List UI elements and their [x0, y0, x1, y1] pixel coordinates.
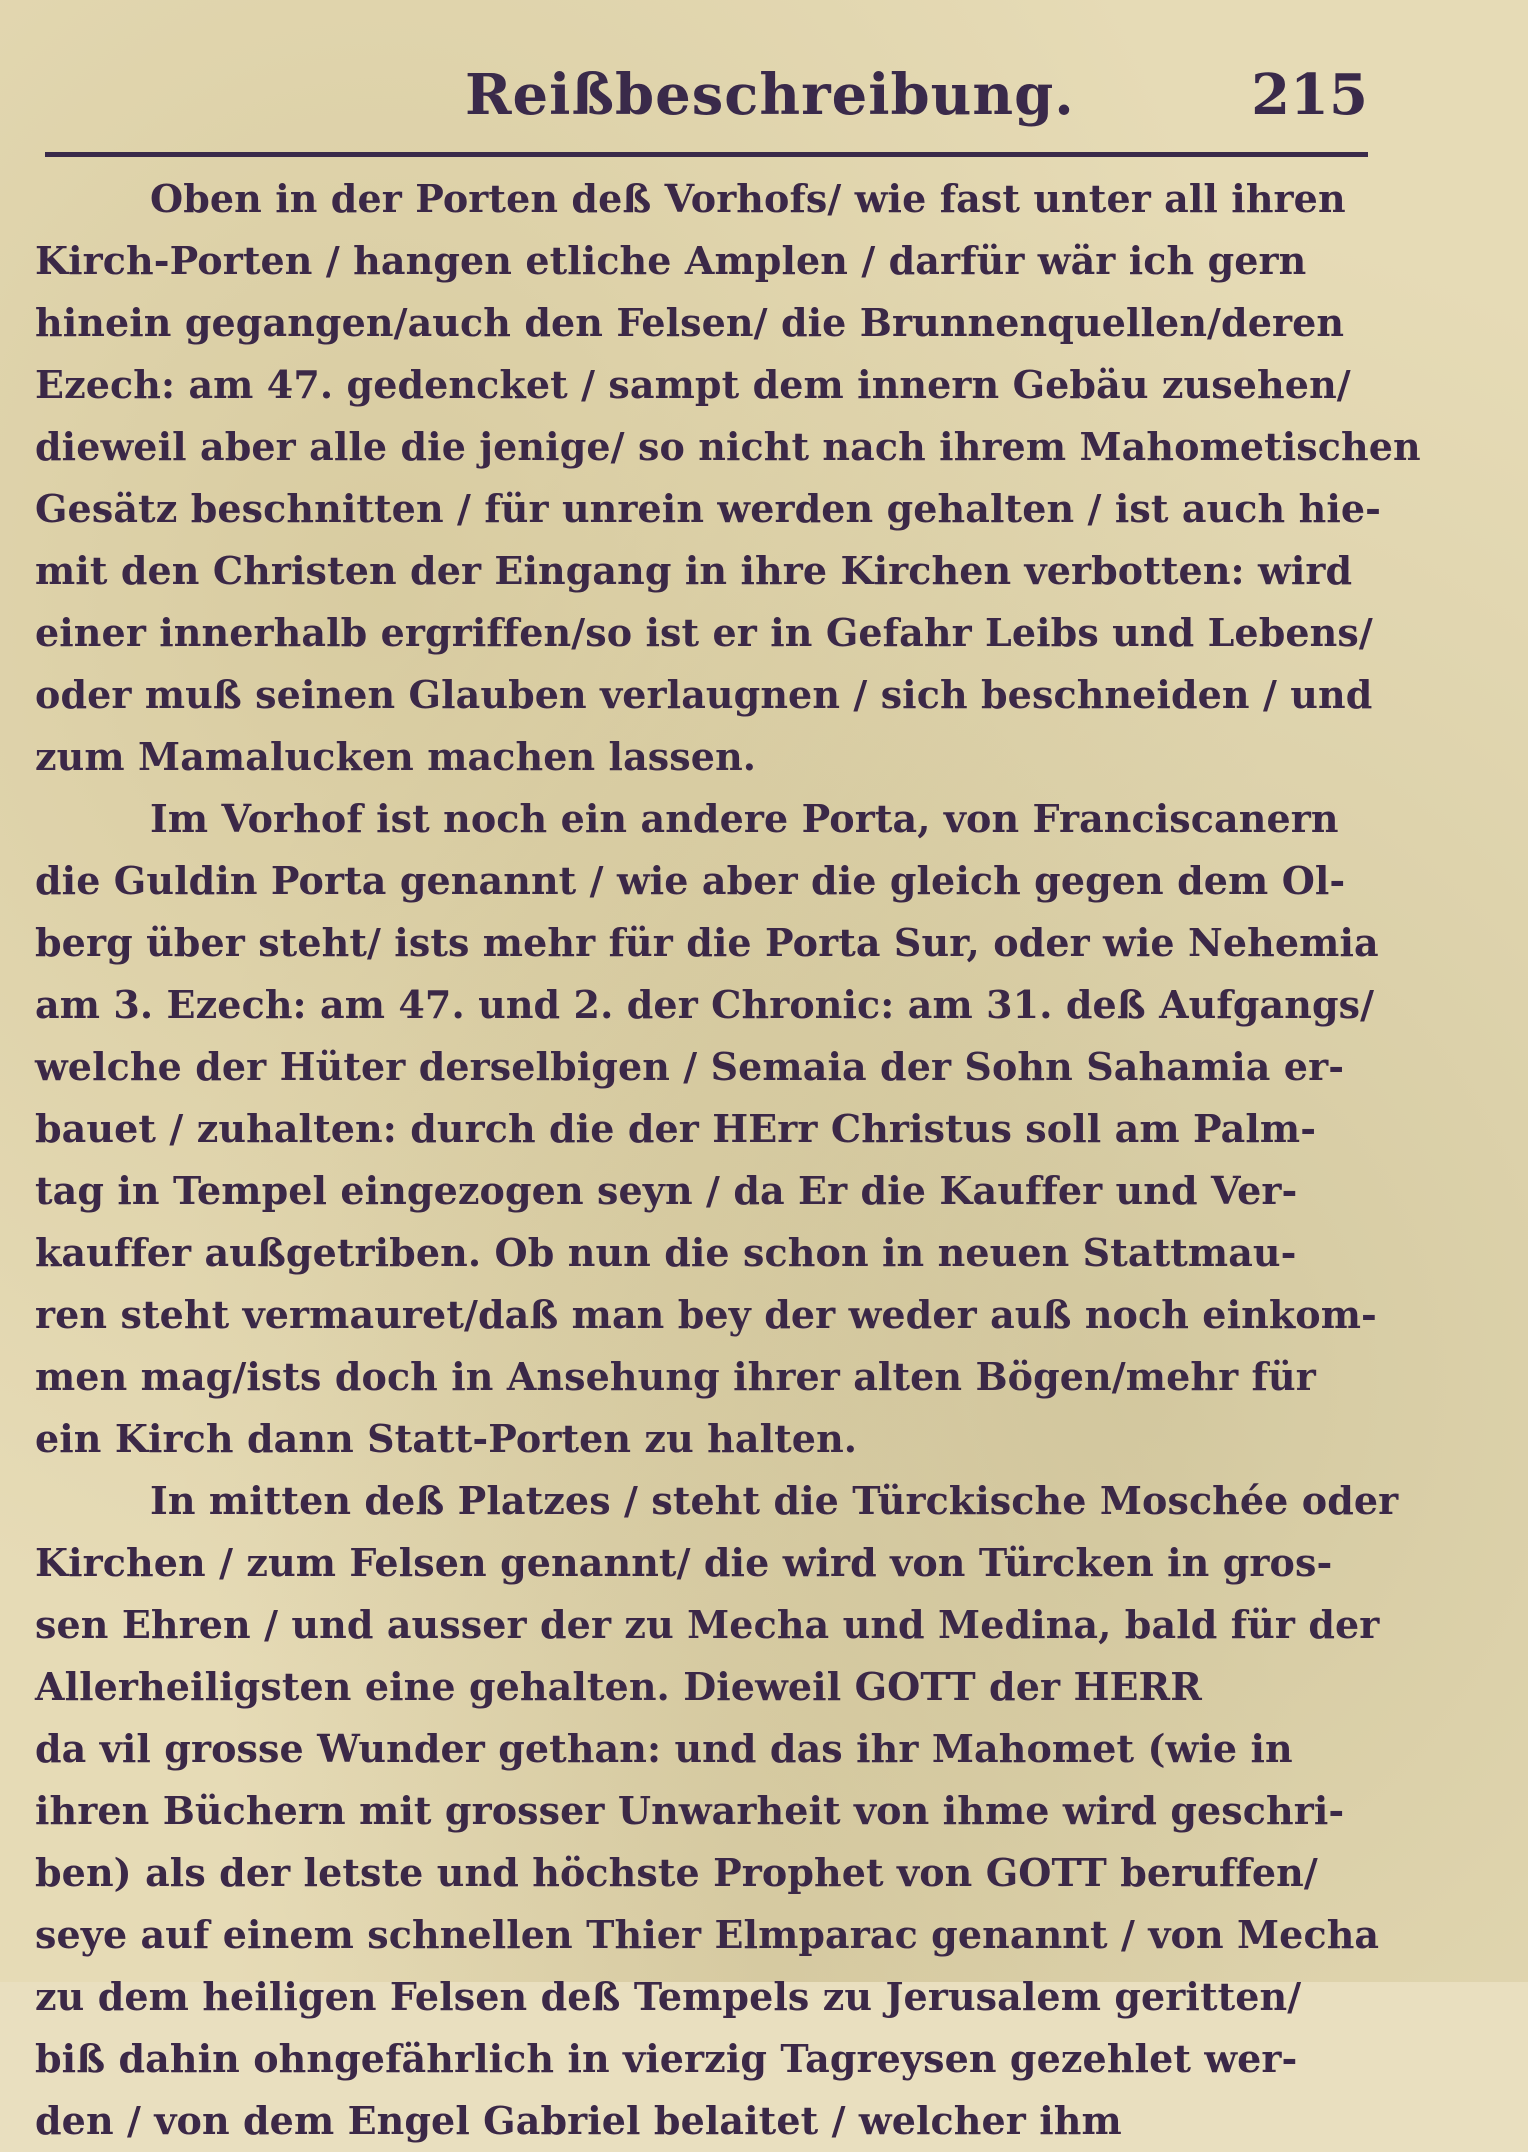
text-line: In mitten deß Platzes / steht die Türckische Moschée oder	[150, 1478, 1399, 1523]
text-line: ihren Büchern mit grosser Unwarheit von ihme wird geschri-	[35, 1788, 1345, 1833]
text-line: da vil grosse Wunder gethan: und das ihr Mahomet (wie in	[35, 1726, 1293, 1771]
text-line: ren steht vermauret/daß man bey der weder auß noch einkom-	[35, 1292, 1377, 1337]
text-line: Kirchen / zum Felsen genannt/ die wird von Türcken in gros-	[35, 1540, 1333, 1585]
text-line: tag in Tempel eingezogen seyn / da Er die Kauffer und Ver-	[35, 1168, 1298, 1213]
text-line: oder muß seinen Glauben verlaugnen / sich beschneiden / und	[35, 672, 1373, 717]
text-line: berg über steht/ ists mehr für die Porta Sur, oder wie Nehemia	[35, 920, 1379, 965]
text-line: hinein gegangen/auch den Felsen/ die Brunnenquellen/deren	[35, 300, 1345, 345]
text-line: seye auf einem schnellen Thier Elmparac genannt / von Mecha	[35, 1912, 1380, 1957]
text-line: men mag/ists doch in Ansehung ihrer alten Bögen/mehr für	[35, 1354, 1316, 1399]
text-line: ein Kirch dann Statt-Porten zu halten.	[35, 1416, 858, 1461]
text-line: einer innerhalb ergriffen/so ist er in Gefahr Leibs und Lebens/	[35, 610, 1373, 655]
text-line: die Guldin Porta genannt / wie aber die gleich gegen dem Ol-	[35, 858, 1346, 903]
text-line: den / von dem Engel Gabriel belaitet / welcher ihm	[35, 2098, 1122, 2143]
text-line: Gesätz beschnitten / für unrein werden gehalten / ist auch hie-	[35, 486, 1382, 531]
page-number: 215	[1251, 62, 1368, 128]
text-line: Im Vorhof ist noch ein andere Porta, von Franciscanern	[150, 796, 1339, 841]
text-line: bauet / zuhalten: durch die der HErr Christus soll am Palm-	[35, 1106, 1317, 1151]
running-title: Reißbeschreibung.	[465, 62, 1075, 128]
header-rule	[45, 152, 1368, 157]
text-line: Kirch-Porten / hangen etliche Amplen / darfür wär ich gern	[35, 238, 1307, 283]
text-line: zu dem heiligen Felsen deß Tempels zu Jerusalem geritten/	[35, 1974, 1302, 2019]
text-line: Allerheiligsten eine gehalten. Dieweil GOTT der HERR	[35, 1664, 1202, 1709]
body-text	[35, 168, 1421, 2152]
text-line: Oben in der Porten deß Vorhofs/ wie fast unter all ihren	[150, 176, 1346, 221]
text-line: Ezech: am 47. gedencket / sampt dem innern Gebäu zusehen/	[35, 362, 1351, 407]
text-line: mit den Christen der Eingang in ihre Kirchen verbotten: wird	[35, 548, 1353, 593]
text-line: sen Ehren / und ausser der zu Mecha und Medina, bald für der	[35, 1602, 1380, 1647]
text-line: dieweil aber alle die jenige/ so nicht nach ihrem Mahometischen	[35, 424, 1421, 469]
text-line: kauffer außgetriben. Ob nun die schon in neuen Stattmau-	[35, 1230, 1297, 1275]
text-line: am 3. Ezech: am 47. und 2. der Chronic: am 31. deß Aufgangs/	[35, 982, 1375, 1027]
text-line: biß dahin ohngefährlich in vierzig Tagreysen gezehlet wer-	[35, 2036, 1298, 2081]
text-line: ben) als der letste und höchste Prophet von GOTT beruffen/	[35, 1850, 1318, 1895]
text-line: zum Mamalucken machen lassen.	[35, 734, 757, 779]
text-line: welche der Hüter derselbigen / Semaia der Sohn Sahamia er-	[35, 1044, 1345, 1089]
page-header	[45, 62, 1368, 142]
